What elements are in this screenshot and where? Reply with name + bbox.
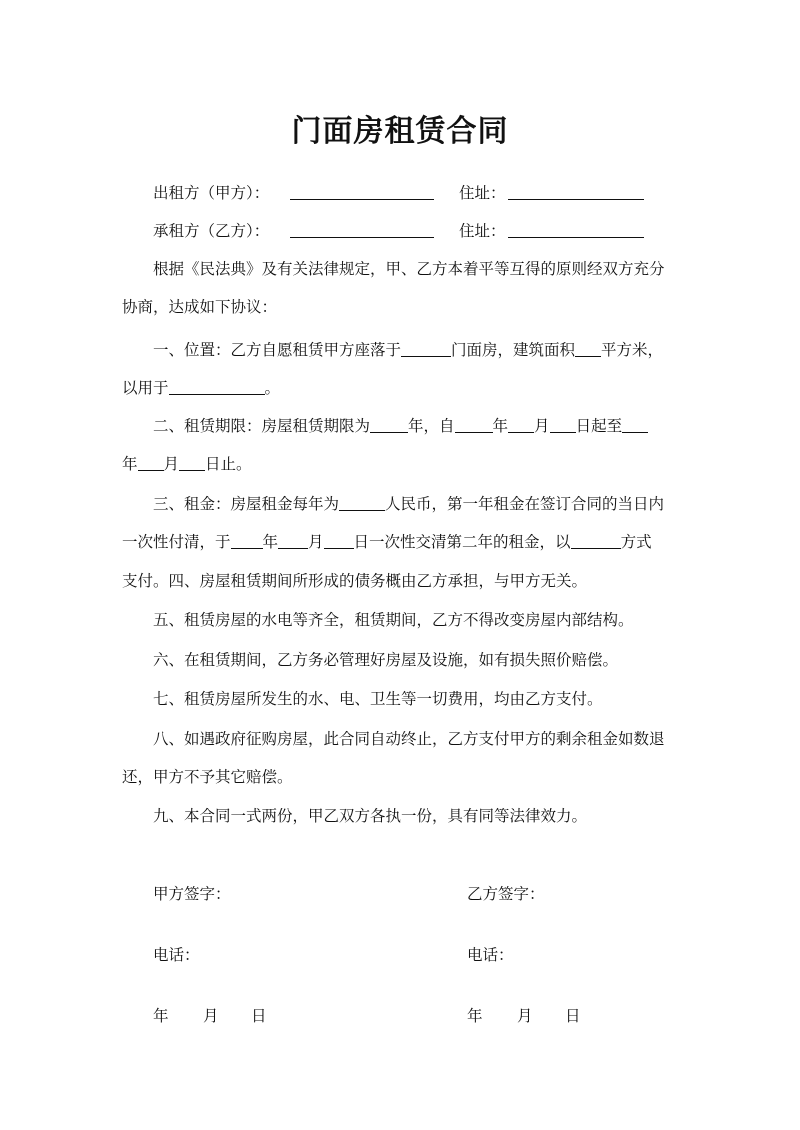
end-year-blank-a — [622, 416, 648, 433]
party-b-phone-label: 电话： — [467, 946, 514, 964]
clause-2-text-a: 二、租赁期限：房屋租赁期限为 — [153, 417, 371, 435]
party-a-date-month: 月 — [203, 1007, 219, 1025]
clause-2-text-f: 年 — [122, 455, 138, 473]
end-month-blank — [138, 454, 164, 471]
start-year-blank — [455, 416, 493, 433]
party-a-date-year: 年 — [153, 1007, 169, 1025]
party-b-date-month: 月 — [517, 1007, 533, 1025]
clause-1-text-e: 。 — [264, 379, 281, 397]
clause-2-text-b: 年，自 — [408, 417, 455, 435]
annual-rent-blank — [339, 494, 385, 511]
intro-line-1: 根据《民法典》及有关法律规定，甲、乙方本着平等互得的原则经双方充分 — [153, 260, 665, 278]
clause-3-line-2 — [122, 532, 652, 552]
party-b-date-day: 日 — [565, 1007, 581, 1025]
clause-1-text-c: 平方米， — [601, 341, 664, 359]
lessor-address-blank — [508, 183, 644, 200]
pay-month-blank — [278, 532, 308, 549]
clause-2-text-g: 月 — [163, 455, 180, 473]
clause-2-text-c: 年 — [492, 417, 509, 435]
clause-1-line-1 — [153, 340, 663, 360]
clause-2-line-1 — [153, 416, 648, 436]
lessor-name-blank — [290, 183, 434, 200]
clause-3-line-1 — [153, 494, 664, 514]
party-a-date-day: 日 — [251, 1007, 267, 1025]
lessee-address-blank — [508, 221, 644, 238]
clause-3-text-e: 月 — [308, 533, 324, 551]
clause-7: 七、租赁房屋所发生的水、电、卫生等一切费用，均由乙方支付。 — [153, 690, 603, 708]
document-title: 门面房租赁合同 — [291, 114, 509, 149]
party-b-signature-label: 乙方签字： — [467, 885, 545, 903]
clause-6: 六、在租赁期间，乙方务必管理好房屋及设施，如有损失照价赔偿。 — [153, 651, 619, 669]
location-blank — [401, 340, 451, 357]
usage-blank — [169, 378, 265, 395]
clause-2-text-h: 日止。 — [205, 455, 252, 473]
lessee-label: 承租方（乙方）： — [153, 222, 270, 240]
clause-1-text-d: 以用于 — [122, 379, 169, 397]
start-day-blank — [550, 416, 576, 433]
lessor-label: 出租方（甲方）： — [153, 184, 270, 202]
pay-method-blank — [571, 532, 621, 549]
party-a-phone-label: 电话： — [153, 946, 200, 964]
pay-year-blank — [231, 532, 263, 549]
end-day-blank — [179, 454, 205, 471]
lessee-address-label: 住址： — [459, 222, 506, 240]
start-month-blank — [508, 416, 534, 433]
clause-3-text-g: 方式 — [620, 533, 652, 551]
clause-5: 五、租赁房屋的水电等齐全，租赁期间，乙方不得改变房屋内部结构。 — [153, 611, 634, 629]
clause-9: 九、本合同一式两份，甲乙双方各执一份，具有同等法律效力。 — [153, 807, 588, 825]
party-a-signature-label: 甲方签字： — [153, 885, 231, 903]
party-b-date-year: 年 — [467, 1007, 483, 1025]
clause-3-text-b: 人民币，第一年租金在签订合同的当日内 — [385, 495, 665, 513]
intro-line-2: 协商，达成如下协议： — [122, 298, 278, 316]
clause-2-text-e: 日起至 — [575, 417, 623, 435]
clause-3-text-d: 年 — [262, 533, 279, 551]
area-blank — [575, 340, 601, 357]
clause-1-text-a: 一、位置：乙方自愿租赁甲方座落于 — [153, 341, 402, 359]
clause-8-line-2: 还，甲方不予其它赔偿。 — [122, 768, 293, 786]
clause-3-text-a: 三、租金：房屋租金每年为 — [153, 495, 340, 513]
clause-1-text-b: 门面房，建筑面积 — [451, 341, 576, 359]
clause-2-line-2 — [122, 454, 252, 474]
clause-1-line-2 — [122, 378, 280, 398]
clause-3-text-f: 日一次性交清第二年的租金，以 — [353, 533, 571, 551]
clause-8-line-1: 八、如遇政府征购房屋，此合同自动终止，乙方支付甲方的剩余租金如数退 — [153, 730, 665, 748]
lessor-address-label: 住址： — [459, 184, 506, 202]
clause-3-text-c: 一次性付清，于 — [122, 533, 231, 551]
clause-3-line-3: 支付。四、房屋租赁期间所形成的债务概由乙方承担，与甲方无关。 — [122, 572, 588, 590]
lease-years-blank — [370, 416, 408, 433]
pay-day-blank — [324, 532, 354, 549]
clause-2-text-d: 月 — [534, 417, 550, 435]
lessee-name-blank — [290, 221, 434, 238]
